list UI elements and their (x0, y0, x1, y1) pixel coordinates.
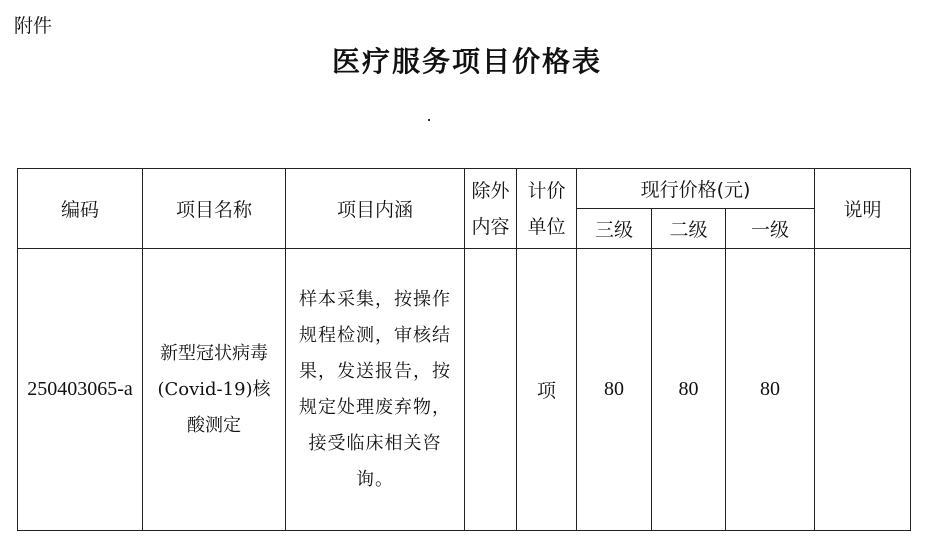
row-price-level3: 80 (577, 249, 652, 531)
row-content-line: 样本采集，按操作 (299, 288, 451, 310)
stray-dot (428, 119, 430, 121)
row-name-line1: 新型冠状病毒 (160, 342, 268, 364)
row-note (815, 249, 911, 531)
row-name-line3: 酸测定 (187, 414, 241, 436)
row-price-level2: 80 (652, 249, 726, 531)
price-table (17, 168, 911, 531)
header-excluded-line2: 内容 (471, 215, 510, 238)
header-level2: 二级 (652, 209, 726, 249)
header-price-group: 现行价格(元) (577, 169, 815, 209)
row-content (286, 249, 465, 531)
header-note: 说明 (815, 169, 911, 249)
row-content-line: 规定处理废弃物， (299, 396, 451, 418)
header-content: 项目内涵 (286, 169, 465, 249)
row-excluded (465, 249, 517, 531)
row-name (143, 249, 286, 531)
row-unit: 项 (517, 249, 577, 531)
header-row-1 (18, 169, 911, 209)
document-title: 医疗服务项目价格表 (331, 45, 602, 78)
row-content-line: 询。 (356, 468, 394, 490)
header-code: 编码 (18, 169, 143, 249)
table-row (18, 249, 911, 531)
header-name: 项目名称 (143, 169, 286, 249)
header-excluded (465, 169, 517, 249)
header-unit (517, 169, 577, 249)
row-code: 250403065-a (18, 249, 143, 531)
header-level3: 三级 (577, 209, 652, 249)
row-content-line: 规程检测，审核结 (299, 324, 451, 346)
attachment-label: 附件 (14, 15, 53, 37)
header-unit-line2: 单位 (527, 215, 566, 238)
header-level1: 一级 (726, 209, 815, 249)
row-content-line: 接受临床相关咨 (308, 432, 442, 454)
header-unit-line1: 计价 (527, 179, 566, 202)
row-content-line: 果，发送报告，按 (299, 360, 451, 382)
header-excluded-line1: 除外 (471, 179, 510, 202)
row-price-level1: 80 (726, 249, 815, 531)
row-name-line2: (Covid-19)核 (157, 378, 271, 400)
